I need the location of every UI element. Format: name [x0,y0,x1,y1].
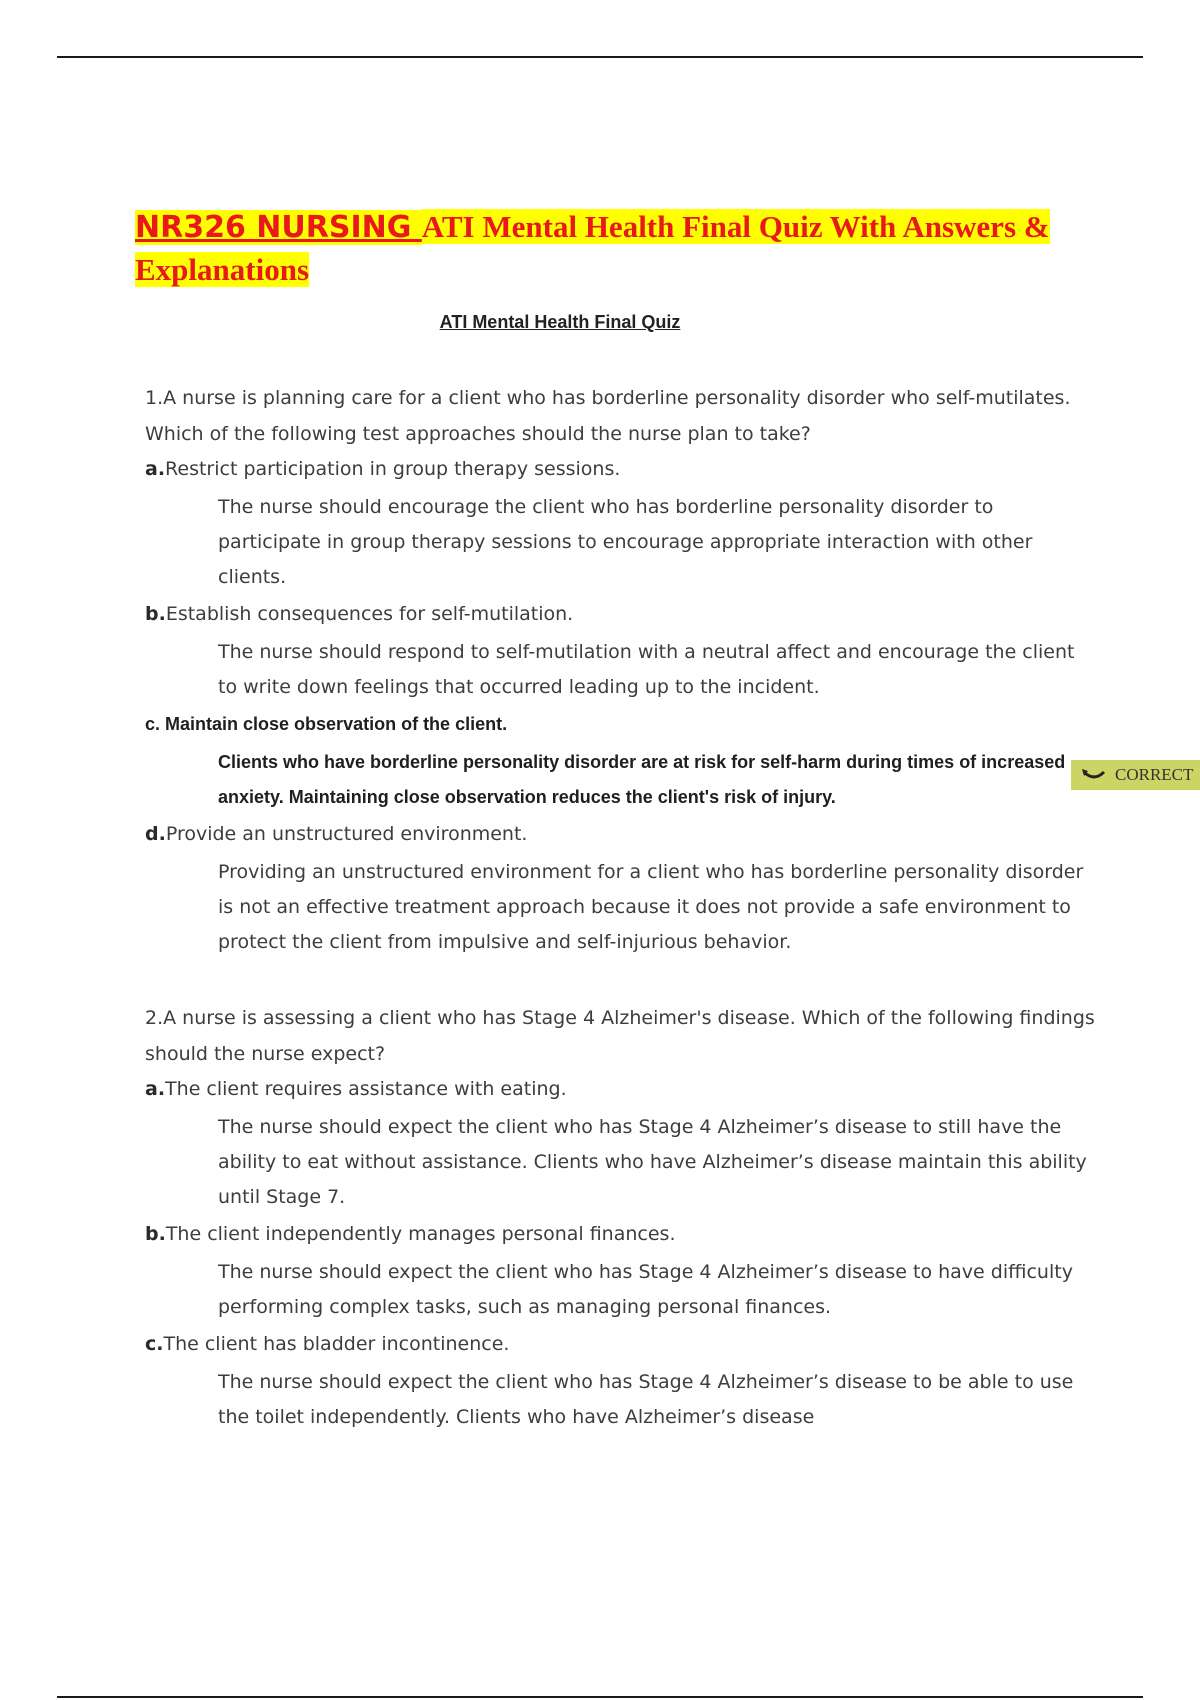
correct-badge [1071,760,1200,790]
title-course-code: NR326 NURSING [135,210,422,245]
return-arrow-icon [1081,768,1107,782]
option-explanation: The nurse should expect the client who has Stage 4 Alzheimer’s disease to be able to use the toilet independently. Clients who have Alzheimer’s disease [218,1371,1074,1428]
option-explanation: Providing an unstructured environment for a client who has borderline personality disorder is not an effective treatment approach because it does not provide a safe environment to protect the client from impulsive and self-injurious behavior. [218,861,1084,953]
footer-rule [57,1696,1143,1698]
question-2 [145,1000,1105,1435]
document-title [135,208,1135,294]
quiz-subtitle: ATI Mental Health Final Quiz [439,312,681,332]
header-rule [57,56,1143,58]
option-b: b.Establish consequences for self-mutilation. [145,603,574,625]
correct-badge-label: CORRECT [1115,765,1194,784]
title-main-text: ATI Mental Health Final Quiz With Answers & Explanations [135,209,1050,287]
option-explanation: The nurse should encourage the client who has borderline personality disorder to participate in group therapy sessions to encourage appropriate interaction with other clients. [218,496,1033,588]
option-d: d.Provide an unstructured environment. [145,823,528,845]
option-explanation: The nurse should respond to self-mutilation with a neutral affect and encourage the client to write down feelings that occurred leading up to the incident. [218,641,1075,698]
option-explanation: The nurse should expect the client who has Stage 4 Alzheimer’s disease to still have the ability to eat without assistance. Clients who have Alzheimer’s disease maintain this ability until Stage 7. [218,1116,1087,1208]
option-a: a.Restrict participation in group therapy sessions. [145,458,621,480]
option-explanation: The nurse should expect the client who has Stage 4 Alzheimer’s disease to have difficulty performing complex tasks, such as managing personal finances. [218,1261,1073,1318]
option-a: a.The client requires assistance with eating. [145,1078,567,1100]
question-1 [145,380,1105,960]
option-c: c.The client has bladder incontinence. [145,1333,510,1355]
question-stem: 2.A nurse is assessing a client who has Stage 4 Alzheimer's disease. Which of the following findings should the nurse expect? [145,1007,1095,1065]
option-explanation-correct: Clients who have borderline personality disorder are at risk for self-harm during times of increased anxiety. Maintaining close observation reduces the client's risk of injury. [218,752,1066,807]
quiz-content [145,380,1105,1437]
option-b: b.The client independently manages personal finances. [145,1223,676,1245]
option-c-correct: c. Maintain close observation of the client. [145,714,508,734]
question-stem: 1.A nurse is planning care for a client who has borderline personality disorder who self-mutilates. Which of the following test approaches should the nurse plan to take? [145,387,1071,445]
